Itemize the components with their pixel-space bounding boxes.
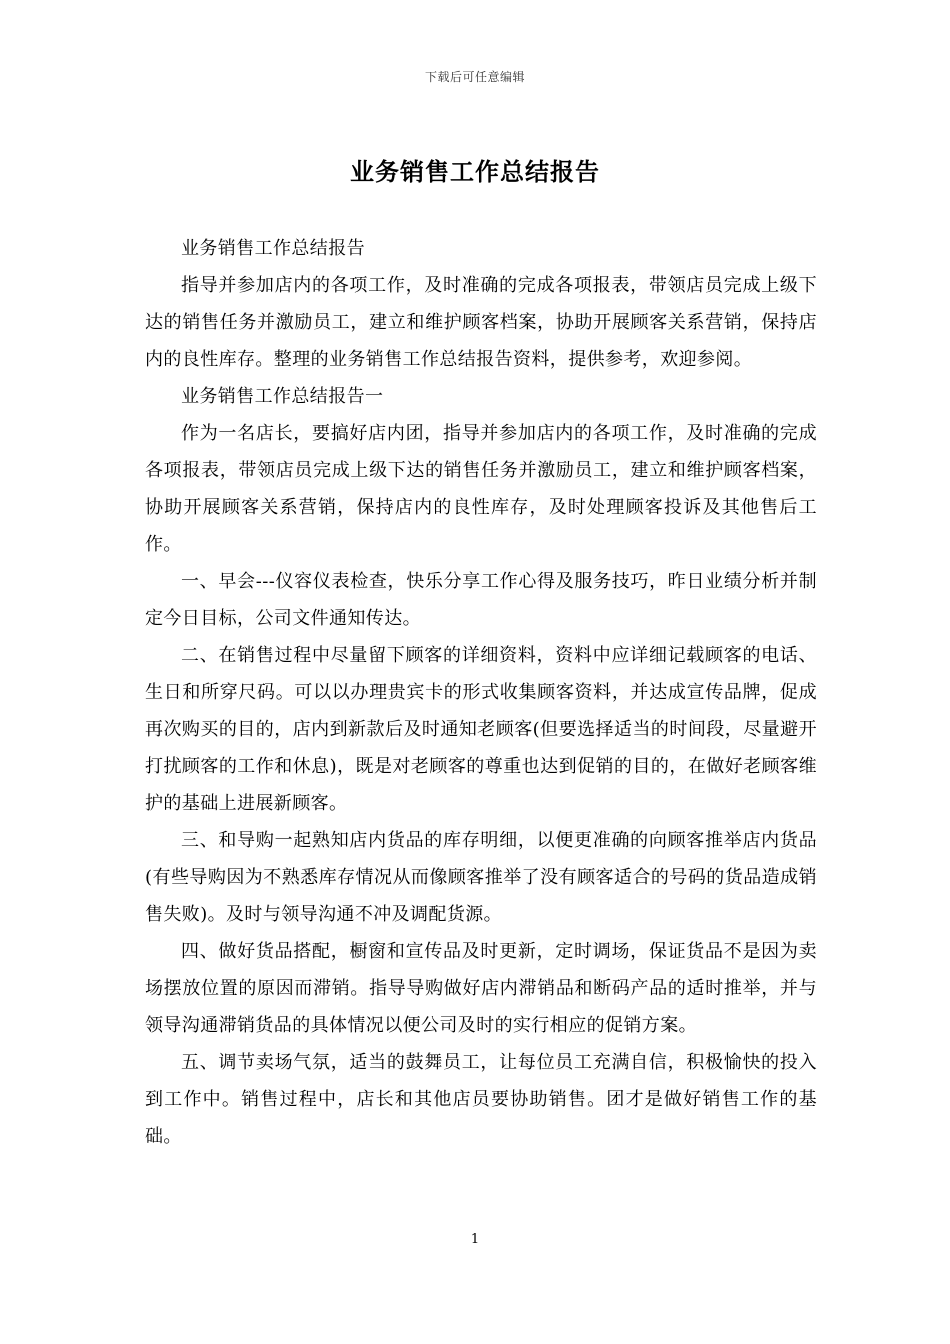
paragraph-subtitle: 业务销售工作总结报告	[181, 238, 365, 259]
paragraph-item-3: 三、和导购一起熟知店内货品的库存明细，以便更准确的向顾客推举店内货品(有些导购因为不熟悉库存情况从而像顾客推举了没有顾客适合的号码的货品造成销售失败)。及时与领导沟通不冲及调配货源。	[145, 830, 817, 925]
document-title: 业务销售工作总结报告	[350, 157, 600, 186]
document-body	[145, 230, 817, 1155]
paragraph-item-4: 四、做好货品搭配，橱窗和宣传品及时更新，定时调场，保证货品不是因为卖场摆放位置的原因而滞销。指导导购做好店内滞销品和断码产品的适时推举，并与领导沟通滞销货品的具体情况以便公司及时的实行相应的促销方案。	[145, 941, 817, 1036]
paragraph-item-2: 二、在销售过程中尽量留下顾客的详细资料，资料中应详细记载顾客的电话、生日和所穿尺码。可以以办理贵宾卡的形式收集顾客资料，并达成宣传品牌，促成再次购买的目的，店内到新款后及时通知老顾客(但要选择适当的时间段，尽量避开打扰顾客的工作和休息)，既是对老顾客的尊重也达到促销的目的，在做好老顾客维护的基础上进展新顾客。	[145, 645, 817, 814]
paragraph-intro: 指导并参加店内的各项工作，及时准确的完成各项报表，带领店员完成上级下达的销售任务并激励员工，建立和维护顾客档案，协助开展顾客关系营销，保持店内的良性库存。整理的业务销售工作总结报告资料，提供参考，欢迎参阅。	[145, 275, 817, 370]
paragraph-manager-duties: 作为一名店长，要搞好店内团，指导并参加店内的各项工作，及时准确的完成各项报表，带领店员完成上级下达的销售任务并激励员工，建立和维护顾客档案，协助开展顾客关系营销，保持店内的良性库存，及时处理顾客投诉及其他售后工作。	[145, 423, 817, 555]
header-note: 下载后可任意编辑	[424, 70, 525, 84]
paragraph-item-5: 五、调节卖场气氛，适当的鼓舞员工，让每位员工充满自信，积极愉快的投入到工作中。销售过程中，店长和其他店员要协助销售。团才是做好销售工作的基础。	[145, 1052, 817, 1147]
paragraph-item-1: 一、早会---仪容仪表检查，快乐分享工作心得及服务技巧，昨日业绩分析并制定今日目标，公司文件通知传达。	[145, 571, 817, 629]
paragraph-section-heading: 业务销售工作总结报告一	[181, 386, 384, 407]
page-number: 1	[470, 1232, 480, 1247]
